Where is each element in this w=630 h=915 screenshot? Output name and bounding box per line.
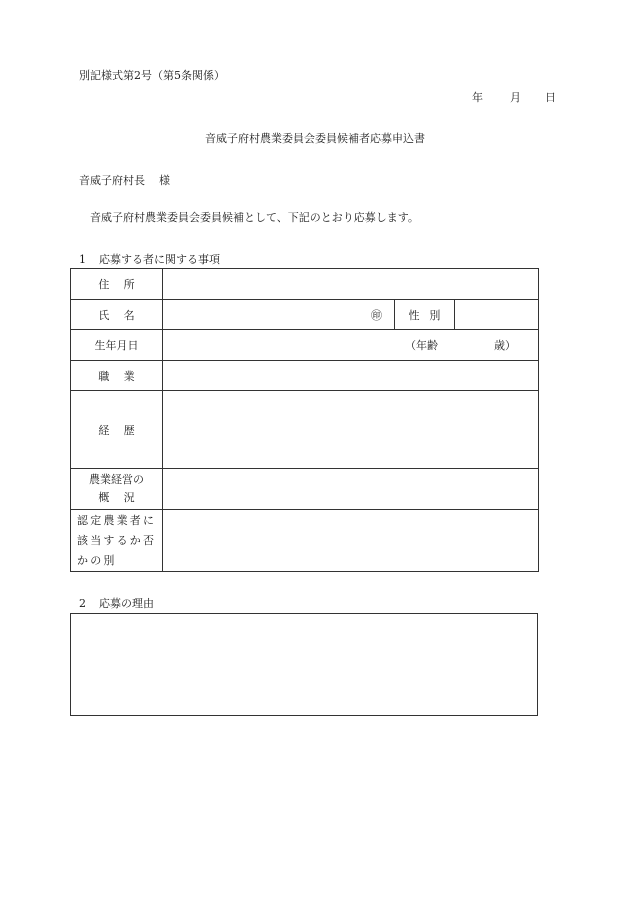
reason-input-box[interactable] <box>70 613 538 716</box>
label-certified-farmer: 認定農業者に 該当するか否 かの別 <box>71 510 163 572</box>
date-day: 日 <box>545 91 556 104</box>
date-month: 月 <box>510 91 521 104</box>
field-birthdate[interactable] <box>163 330 539 361</box>
applicant-info-table <box>70 268 539 572</box>
label-birthdate: 生年月日 <box>71 330 163 361</box>
section2-number: 2 <box>79 597 86 610</box>
section2-title: 応募の理由 <box>99 597 154 610</box>
field-career[interactable] <box>163 391 539 469</box>
section1-number: 1 <box>79 253 86 266</box>
row-name <box>71 300 539 330</box>
row-career <box>71 391 539 469</box>
section1-heading <box>79 254 220 265</box>
addressee <box>79 175 170 186</box>
field-certified-farmer[interactable] <box>163 510 539 572</box>
label-farm-status: 農業経営の 概況 <box>71 469 163 510</box>
age-field: （年齢 歳） <box>405 339 517 352</box>
label-gender: 性別 <box>395 300 455 330</box>
row-farm-status <box>71 469 539 510</box>
label-address: 住所 <box>71 269 163 300</box>
row-address <box>71 269 539 300</box>
section1-title: 応募する者に関する事項 <box>99 253 220 266</box>
document-title: 音威子府村農業委員会委員候補者応募申込書 <box>205 132 425 145</box>
field-address[interactable] <box>163 269 539 300</box>
label-name: 氏名 <box>71 300 163 330</box>
field-name[interactable] <box>163 300 395 330</box>
intro-text: 音威子府村農業委員会委員候補として、下記のとおり応募します。 <box>90 211 419 224</box>
row-birthdate <box>71 330 539 361</box>
addressee-honorific: 様 <box>159 174 170 187</box>
addressee-name: 音威子府村長 <box>79 174 145 187</box>
seal-mark: ㊞ <box>371 308 382 322</box>
date-year: 年 <box>472 91 483 104</box>
label-career: 経歴 <box>71 391 163 469</box>
row-certified-farmer <box>71 510 539 572</box>
row-occupation <box>71 361 539 391</box>
section2-heading <box>79 598 154 609</box>
field-farm-status[interactable] <box>163 469 539 510</box>
field-occupation[interactable] <box>163 361 539 391</box>
field-gender[interactable] <box>455 300 539 330</box>
form-number: 別記様式第2号（第5条関係） <box>79 69 225 82</box>
label-occupation: 職業 <box>71 361 163 391</box>
